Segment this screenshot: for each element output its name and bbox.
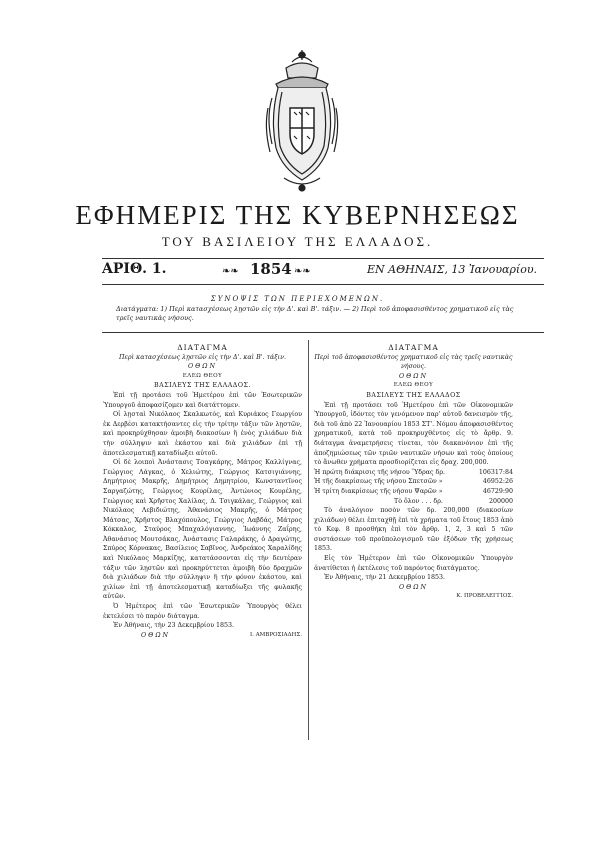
amount-line [314, 487, 513, 497]
synopsis-text: Διατάγματα: 1) Περὶ κατασχέσεως λῃστῶν εἰς τὴν Δ'. καὶ Β'. τάξιν. — 2) Περὶ τοῦ ἀποφασισθέντος χρηματικοῦ εἰς τὰς τρεῖς ναυτικὰς νήσους. [116, 305, 514, 322]
top-rule [102, 258, 544, 259]
issue-line [102, 261, 542, 283]
masthead-subtitle: ΤΟΥ ΒΑΣΙΛΕΙΟΥ ΤΗΣ ΕΛΛΑΔΟΣ. [161, 234, 434, 249]
ornament-left-icon: ❧❧ [222, 266, 239, 277]
left-king-title: ΒΑΣΙΛΕΥΣ ΤΗΣ ΕΛΛΑΔΟΣ. [154, 382, 251, 390]
issue-number: ΑΡΙΘ. 1. [102, 261, 167, 277]
right-decree-subject: Περὶ τοῦ ἀποφασισθέντος χρηματικοῦ εἰς τὰς τρεῖς ναυτικὰς νήσους. [314, 353, 513, 371]
right-king: ΟΘΩΝ [398, 372, 429, 380]
left-column [103, 343, 302, 640]
synopsis-heading: ΣΥΝΟΨΙΣ ΤΩΝ ΠΕΡΙΕΧΟΜΕΝΩΝ. [210, 295, 385, 303]
left-king: ΟΘΩΝ [187, 363, 218, 371]
left-grace: ΕΛΕΩ ΘΕΟΥ [182, 372, 223, 379]
amount-total [314, 497, 513, 507]
left-paragraph: Οἱ λῃσταὶ Νικόλαος Σκαλκωτός, καὶ Κυριάκος Γεωργίου ἐκ Δερβέσι κατακτήσαντες εἰς τὴν τρίτην τάξιν τῶν λῃστῶν, καὶ προκηρύχθησαν ἀμοιβὴ διακοσίων ἢ ἑνὸς χιλιάδων διὰ τὴν σύλληψιν καὶ ἑκάστου καὶ διὰ χιλιάδων ἐπὶ τῇ ἀποτελεσματικῇ καταδίωξει αὐτοῦ. [103, 411, 302, 457]
masthead-title: ΕΦΗΜΕΡΙΣ ΤΗΣ ΚΥΒΕΡΝΗΣΕΩΣ [75, 200, 520, 230]
total-value: 200000 [488, 497, 513, 505]
right-sig-king: ΟΘΩΝ [398, 583, 429, 591]
left-paragraph: Οἱ δὲ λοιποὶ Ἀνάστασις Τσαγκάρης, Μάτρος Καλλίγνας, Γεώργιος Λάγκας, ὁ Χελιώτης, Γεώργιος Κατσιγιάννης, Δημήτριος Μακρῆς, Δημήτριος Δημητρίου, Κωνσταντῖνος Σαργαζώτης, Γεώργιος Κουρίλας, Ἀντώνιος Κουρέλης, Γεώργιος καὶ Χρῆστος Χαλίλας, Δ. Τσιγκάλας, Γεώργιος καὶ Νικόλαος Λεβιδιώτης, Ἀθανάσιος Μακρῆς, ὁ Μάτρος Μάτσας, Χρῆστος Βλαχόπουλος, Γεώργιος Λαβδάς, Μάτρος Κόκκαλος, Σταύρος Μπαχαλόγιαννης, Ἰωάννης Ζαΐρης, Ἀθανάσιος Μουτσάκας, Ἀνάστασις Γαλαράκης, ὁ Δραγώτης, Σπύρος Κόρνακας, Βασίλειος Σαβῖνος, Ἀνδρεάκος Χαραλίδης καὶ Νικόλαος Μαρκίζης, κατατάσσονται εἰς τὴν δευτέραν τάξιν τῶν λῃστῶν καὶ προκηρύττεται ἀμοιβὴ δύο δραχμῶν διὰ χιλιάδων διὰ τὴν σύλληψιν ἢ τὴν φόνον ἑκάστου, καὶ χιλίων ἐπὶ τῇ ἀποτελεσματικῇ καταδίωξει τῆς φυλακῆς αὐτῶν. [103, 459, 302, 601]
left-paragraph: Ὁ Ἡμέτερος ἐπὶ τῶν Ἐσωτερικῶν Ὑπουργὸς θέλει ἐκτελέσει τὸ παρὸν διάταγμα. [103, 603, 302, 620]
issue-place-date: ΕΝ ΑΘΗΝΑΙΣ, 13 Ἰανουαρίου. [367, 263, 538, 276]
total-label: Τὸ ὅλον . . . δρ. [394, 497, 443, 505]
left-signatures [103, 631, 302, 641]
right-paragraph: Εἰς τὸν Ἡμέτερον ἐπὶ τῶν Οἰκονομικῶν Ὑπουργὸν ἀνατίθεται ἡ ἐκτέλεσις τοῦ παρόντος διατάγματος. [314, 555, 513, 572]
amount-value: 46952:26 [482, 478, 513, 486]
amount-label: Ἡ τῆς διακρίσεως τῆς νήσου Σπετσῶν » [314, 478, 443, 486]
left-sig-minister: Ι. ΑΜΒΡΟΣΙΑΔΗΣ. [250, 631, 302, 638]
royal-crest-icon [262, 48, 342, 196]
ornament-right-icon: ❧❧ [294, 266, 311, 277]
column-divider [308, 340, 309, 740]
left-decree-subject: Περὶ κατασχέσεως λῃστῶν εἰς τὴν Δ'. καὶ Β'. τάξιν. [119, 353, 286, 361]
amount-value: 46729:90 [482, 487, 513, 495]
right-column [314, 343, 513, 602]
left-date: Ἐν Ἀθήναις, τὴν 23 Δεκεμβρίου 1853. [113, 622, 235, 630]
right-decree-heading: ΔΙΑΤΑΓΜΑ [388, 343, 439, 352]
amount-label: Ἡ πρώτη διάκρισις τῆς νήσου Ὕδρας δρ. [314, 468, 446, 476]
synopsis-rule [102, 332, 544, 333]
amount-label: Ἡ τρίτη διακρίσεως τῆς νήσου Ψαρῶν » [314, 487, 443, 495]
issue-rule [102, 284, 544, 285]
right-paragraph: Ἐπὶ τῇ προτάσει τοῦ Ἡμετέρου ἐπὶ τῶν Οἰκονομικῶν Ὑπουργοῦ, ἰδόντες τὸν γενόμενον παρ' αὐτοῦ δανεισμὸν τῆς, διὰ τοῦ ἀπὸ 22 Ἰανουαρίου 1853 ΣΤ'. Νόμου ἀποφασισθέντος χρηματικοῦ, κατὰ τοῦ προκηρυχθέντος εἰς τὸ ἄρθρ. 9. διάταγμα ἀναμετρήσεις τίνεται, τὸν διακανόνιον ἐπὶ τῆς ἀποζημιώσεως τῶν τριῶν ναυτικῶν νήσων καὶ τοὺς ὁποίους τὸ ἄνωθεν χρήματα προσδιορίζεται εἰς δραχ. 200,000. [314, 401, 513, 467]
right-king-title: ΒΑΣΙΛΕΥΣ ΤΗΣ ΕΛΛΑΔΟΣ [366, 391, 461, 399]
left-sig-king: ΟΘΩΝ [141, 631, 171, 639]
right-date: Ἐν Ἀθήναις, τὴν 21 Δεκεμβρίου 1853. [324, 574, 446, 582]
left-paragraph: Ἐπὶ τῇ προτάσει τοῦ Ἡμετέρου ἐπὶ τῶν Ἐσωτερικῶν Ὑπουργοῦ ἀποφασίζομεν καὶ διατάττομεν. [103, 391, 302, 409]
amount-line [314, 477, 513, 487]
amount-value: 106317:84 [478, 468, 513, 476]
right-paragraph: Τὸ ἀναλόγιον ποσὸν τῶν δρ. 200,000 (διακοσίων χιλιάδων) θέλει ἐπιταχθῇ ἐπὶ τὰ χρήματα τοῦ ἔτους 1853 ἀπὸ τὸ Κεφ. 8 προσθήκη ἐπὶ τὸν ἄρθρ. 1, 2, 3 καὶ 5 τῶν συστάσεων τοῦ προϋπολογισμοῦ τῶν ἐξόδων τῆς χρήσεως 1853. [314, 507, 513, 553]
amount-line [314, 468, 513, 478]
issue-year: 1854 [250, 260, 292, 278]
left-decree-heading: ΔΙΑΤΑΓΜΑ [177, 343, 228, 352]
right-grace: ΕΛΕΩ ΘΕΟΥ [393, 382, 434, 389]
right-sig-minister: Κ. ΠΡΟΒΕΛΕΓΓΙΟΣ. [456, 593, 513, 600]
